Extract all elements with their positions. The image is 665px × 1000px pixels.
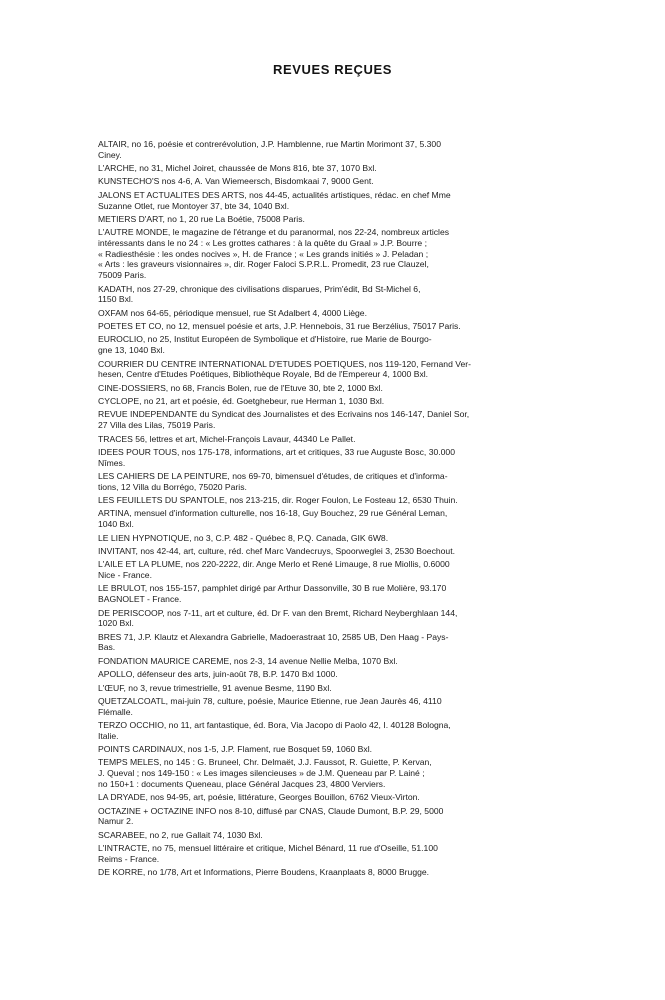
- entry-line: TEMPS MELES, no 145 : G. Bruneel, Chr. Delmaët, J.J. Faussot, R. Guiette, P. Kervan,: [98, 757, 432, 768]
- entry-line: POETES ET CO, no 12, mensuel poésie et arts, J.P. Hennebois, 31 rue Berzélius, 75017 Paris.: [98, 321, 461, 332]
- list-item: [98, 830, 592, 841]
- entry-line: TERZO OCCHIO, no 11, art fantastique, éd. Bora, Via Jacopo di Paolo 42, I. 40128 Bologna,: [98, 719, 451, 730]
- entry-line: LES FEUILLETS DU SPANTOLE, nos 213-215, dir. Roger Foulon, Le Fosteau 12, 6530 Thuin.: [98, 495, 458, 506]
- list-item: [98, 656, 592, 667]
- entry-line: 27 Villa des Lilas, 75019 Paris.: [98, 420, 216, 431]
- list-item: [98, 383, 592, 394]
- entry-line: Bas.: [98, 642, 116, 653]
- entry-line: DE PERISCOOP, nos 7-11, art et culture, éd. Dr F. van den Bremt, Richard Neyberghlaan 144,: [98, 607, 458, 618]
- entry-line: gne 13, 1040 Bxl.: [98, 345, 165, 356]
- list-item: [98, 792, 592, 803]
- entry-line: BRES 71, J.P. Klautz et Alexandra Gabrielle, Madoerastraat 10, 2585 UB, Den Haag - Pays-: [98, 631, 449, 642]
- entry-line: « Radiesthésie : les ondes nocives », H. de France ; « Les grands initiés » J. Peladan ;: [98, 248, 429, 259]
- entry-line: TRACES 56, lettres et art, Michel-François Lavaur, 44340 Le Pallet.: [98, 433, 356, 444]
- list-item: [98, 190, 592, 211]
- entry-line: INVITANT, nos 42-44, art, culture, réd. chef Marc Vandecruys, Spoorweglei 3, 2530 Boechout.: [98, 545, 455, 556]
- list-item: [98, 583, 592, 604]
- list-item: [98, 139, 592, 160]
- entry-line: JALONS ET ACTUALITES DES ARTS, nos 44-45, actualités artistiques, rédac. en chef Mme: [98, 189, 451, 200]
- list-item: [98, 359, 592, 380]
- entry-line: LE LIEN HYPNOTIQUE, no 3, C.P. 482 - Québec 8, P.Q. Canada, GIK 6W8.: [98, 532, 389, 543]
- entry-line: 75009 Paris.: [98, 270, 147, 281]
- entry-line: CINE-DOSSIERS, no 68, Francis Bolen, rue de l'Etuve 30, bte 2, 1000 Bxl.: [98, 382, 383, 393]
- entry-line: SCARABEE, no 2, rue Gallait 74, 1030 Bxl.: [98, 829, 263, 840]
- reviews-list: [98, 139, 592, 881]
- entry-line: L'AUTRE MONDE, le magazine de l'étrange et du paranormal, nos 22-24, nombreux articles: [98, 227, 450, 238]
- entry-line: intéressants dans le no 24 : « Les grottes cathares : à la quête du Graal » J.P. Bourre ;: [98, 238, 427, 249]
- entry-line: Nîmes.: [98, 457, 126, 468]
- entry-line: LA DRYADE, nos 94-95, art, poésie, littérature, Georges Bouillon, 6762 Vieux-Virton.: [98, 792, 420, 803]
- entry-line: L'INTRACTE, no 75, mensuel littéraire et critique, Michel Bénard, 11 rue d'Oseille, 51.100: [98, 843, 438, 854]
- list-item: [98, 334, 592, 355]
- entry-line: DE KORRE, no 1/78, Art et Informations, Pierre Boudens, Kraanplaats 8, 8000 Brugge.: [98, 867, 430, 878]
- list-item: [98, 669, 592, 680]
- list-item: [98, 495, 592, 506]
- list-item: [98, 744, 592, 755]
- entry-line: LES CAHIERS DE LA PEINTURE, nos 69-70, bimensuel d'études, de critiques et d'informa-: [98, 470, 448, 481]
- entry-line: LE BRULOT, nos 155-157, pamphlet dirigé par Arthur Dassonville, 30 B rue Molière, 93.170: [98, 583, 447, 594]
- entry-line: J. Queval ; nos 149-150 : « Les images silencieuses » de J.M. Queneau par P. Lainé ;: [98, 768, 425, 779]
- list-item: [98, 227, 592, 281]
- entry-line: KADATH, nos 27-29, chronique des civilisations disparues, Prim'édit, Bd St-Michel 6,: [98, 283, 421, 294]
- entry-line: Namur 2.: [98, 816, 134, 827]
- entry-line: METIERS D'ART, no 1, 20 rue La Boétie, 75008 Paris.: [98, 213, 305, 224]
- entry-line: no 150+1 : documents Queneau, place Général Jacques 23, 4800 Verviers.: [98, 778, 386, 789]
- entry-line: FONDATION MAURICE CAREME, nos 2-3, 14 avenue Nellie Melba, 1070 Bxl.: [98, 655, 398, 666]
- entry-line: CYCLOPE, no 21, art et poésie, éd. Goetghebeur, rue Herman 1, 1030 Bxl.: [98, 396, 385, 407]
- entry-line: Flémalle.: [98, 706, 133, 717]
- list-item: [98, 396, 592, 407]
- entry-line: Reims - France.: [98, 853, 160, 864]
- entry-line: 1020 Bxl.: [98, 618, 134, 629]
- entry-line: IDEES POUR TOUS, nos 175-178, informations, art et critiques, 33 rue Auguste Bosc, 30.000: [98, 446, 455, 457]
- list-item: [98, 720, 592, 741]
- list-item: [98, 608, 592, 629]
- list-item: [98, 867, 592, 878]
- entry-line: OXFAM nos 64-65, périodique mensuel, rue St Adalbert 4, 4000 Liège.: [98, 307, 367, 318]
- entry-line: L'AILE ET LA PLUME, nos 220-2222, dir. Ange Merlo et René Limauge, 8 rue Miollis, 0.6000: [98, 559, 450, 570]
- entry-line: L'ŒUF, no 3, revue trimestrielle, 91 avenue Besme, 1190 Bxl.: [98, 682, 332, 693]
- entry-line: REVUE INDEPENDANTE du Syndicat des Journalistes et des Ecrivains nos 146-147, Daniel Sor,: [98, 409, 470, 420]
- list-item: [98, 632, 592, 653]
- entry-line: Suzanne Otlet, rue Montoyer 37, bte 34, 1040 Bxl.: [98, 200, 290, 211]
- entry-line: Ciney.: [98, 149, 122, 160]
- entry-line: POINTS CARDINAUX, nos 1-5, J.P. Flament, rue Bosquet 59, 1060 Bxl.: [98, 744, 373, 755]
- entry-line: BAGNOLET - France.: [98, 594, 182, 605]
- entry-line: Italie.: [98, 730, 119, 741]
- entry-line: 1040 Bxl.: [98, 519, 134, 530]
- list-item: [98, 696, 592, 717]
- list-item: [98, 806, 592, 827]
- list-item: [98, 321, 592, 332]
- entry-line: Nice - France.: [98, 570, 152, 581]
- entry-line: COURRIER DU CENTRE INTERNATIONAL D'ETUDES POETIQUES, nos 119-120, Fernand Ver-: [98, 358, 472, 369]
- entry-line: « Arts : les graveurs visionnaires », dir. Roger Faloci S.P.R.L. Promedit, 23 rue Clauzel,: [98, 259, 429, 270]
- entry-line: QUETZALCOATL, mai-juin 78, culture, poésie, Maurice Etienne, rue Jean Jaurès 46, 4110: [98, 695, 442, 706]
- entry-line: L'ARCHE, no 31, Michel Joiret, chaussée de Mons 816, bte 37, 1070 Bxl.: [98, 163, 377, 174]
- list-item: [98, 214, 592, 225]
- list-item: [98, 434, 592, 445]
- entry-line: 1150 Bxl.: [98, 294, 134, 305]
- list-item: [98, 284, 592, 305]
- entry-line: KUNSTECHO'S nos 4-6, A. Van Wiemeersch, Bisdomkaai 7, 9000 Gent.: [98, 176, 374, 187]
- list-item: [98, 176, 592, 187]
- list-item: [98, 471, 592, 492]
- list-item: [98, 308, 592, 319]
- list-item: [98, 508, 592, 529]
- list-item: [98, 447, 592, 468]
- list-item: [98, 409, 592, 430]
- list-item: [98, 683, 592, 694]
- entry-line: ARTINA, mensuel d'information culturelle, nos 16-18, Guy Bouchez, 29 rue Général Leman,: [98, 508, 448, 519]
- list-item: [98, 559, 592, 580]
- list-item: [98, 163, 592, 174]
- list-item: [98, 533, 592, 544]
- entry-line: tions, 12 Villa du Borrégo, 75020 Paris.: [98, 481, 247, 492]
- entry-line: hesen, Centre d'Etudes Poétiques, Bibliothèque Royale, Bd de l'Empereur 4, 1000 Bxl.: [98, 369, 429, 380]
- entry-line: EUROCLIO, no 25, Institut Européen de Symbolique et d'Histoire, rue Marie de Bourgo-: [98, 334, 432, 345]
- page-title: REVUES REÇUES: [272, 62, 393, 77]
- list-item: [98, 843, 592, 864]
- list-item: [98, 757, 592, 789]
- list-item: [98, 546, 592, 557]
- entry-line: OCTAZINE + OCTAZINE INFO nos 8-10, diffusé par CNAS, Claude Dumont, B.P. 29, 5000: [98, 805, 444, 816]
- entry-line: APOLLO, défenseur des arts, juin-août 78, B.P. 1470 Bxl 1000.: [98, 669, 338, 680]
- entry-line: ALTAIR, no 16, poésie et contrerévolution, J.P. Hamblenne, rue Martin Morimont 37, 5.300: [98, 139, 441, 149]
